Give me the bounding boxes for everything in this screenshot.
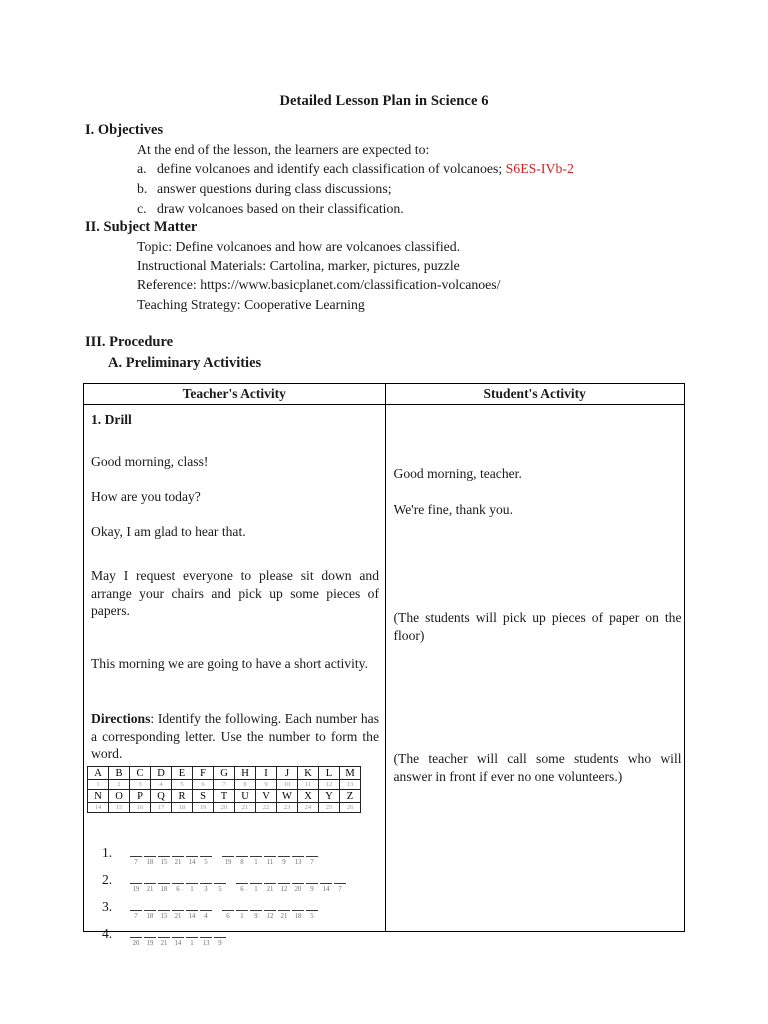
puzzle-blank[interactable] [306, 874, 318, 894]
puzzle-blank-line [158, 901, 170, 911]
puzzle-blank-number: 3 [204, 886, 208, 893]
puzzle-blank-group [130, 847, 320, 867]
puzzle-blank-line [130, 874, 142, 884]
cipher-cell: G [214, 767, 235, 780]
puzzle-blank-number: 7 [310, 859, 314, 866]
puzzle-blank[interactable] [130, 928, 142, 948]
puzzle-item-number: 3. [102, 899, 113, 914]
puzzle-blank-number: 5 [218, 886, 222, 893]
cipher-cell: O [109, 790, 130, 803]
puzzle-blank-number: 9 [310, 886, 314, 893]
puzzle-blank-line [292, 874, 304, 884]
puzzle-blank-line [334, 874, 346, 884]
puzzle-blank[interactable] [278, 874, 290, 894]
column-header-student: Student's Activity [483, 386, 586, 401]
puzzle-blank-number: 19 [146, 940, 154, 947]
cipher-cell: 25 [319, 803, 340, 813]
puzzle-blank-number: 21 [160, 940, 168, 947]
puzzle-blank[interactable] [306, 901, 318, 921]
puzzle-blank[interactable] [222, 847, 234, 867]
puzzle-blank-line [144, 928, 156, 938]
student-line-greeting: Good morning, teacher. [393, 466, 522, 481]
puzzle-blank[interactable] [236, 874, 248, 894]
puzzle-blank-line [200, 928, 212, 938]
cipher-cell: P [130, 790, 151, 803]
subject-materials: Instructional Materials: Cartolina, marker, pictures, puzzle [137, 258, 460, 273]
cipher-row-letters-2 [88, 790, 361, 803]
puzzle-blank-number: 11 [266, 859, 274, 866]
section-heading-procedure: III. Procedure [85, 334, 174, 350]
puzzle-blank[interactable] [292, 847, 304, 867]
puzzle-blank[interactable] [236, 847, 248, 867]
drill-label: 1. Drill [91, 412, 132, 427]
puzzle-blank[interactable] [144, 847, 156, 867]
student-line-fine: We're fine, thank you. [393, 502, 514, 517]
cipher-cell: R [172, 790, 193, 803]
teacher-line-howareyou: How are you today? [91, 489, 201, 504]
puzzle-blank-number: 14 [188, 913, 196, 920]
puzzle-blank-line [250, 901, 262, 911]
puzzle-blank-line [306, 874, 318, 884]
cipher-cell: S [193, 790, 214, 803]
puzzle-blank-line [200, 874, 212, 884]
puzzle-blank-number: 14 [174, 940, 182, 947]
cipher-cell: E [172, 767, 193, 780]
puzzle-blank[interactable] [186, 847, 198, 867]
puzzle-blank[interactable] [214, 874, 226, 894]
puzzle-blank[interactable] [200, 874, 212, 894]
cipher-cell: 23 [277, 803, 298, 813]
puzzle-blank-line [200, 901, 212, 911]
puzzle-blank-number: 18 [146, 913, 154, 920]
subject-strategy: Teaching Strategy: Cooperative Learning [137, 297, 365, 312]
cipher-table [87, 766, 361, 813]
puzzle-blank-line [236, 874, 248, 884]
puzzle-blank[interactable] [292, 874, 304, 894]
puzzle-blank-line [236, 847, 248, 857]
cipher-cell: 19 [193, 803, 214, 813]
puzzle-blank[interactable] [200, 847, 212, 867]
puzzle-blank-number: 12 [266, 913, 274, 920]
teacher-line-greeting: Good morning, class! [91, 454, 209, 469]
puzzle-blank[interactable] [186, 928, 198, 948]
puzzle-blank[interactable] [172, 901, 184, 921]
cipher-cell: 18 [172, 803, 193, 813]
puzzle-blank-number: 1 [240, 913, 244, 920]
puzzle-blank-line [144, 847, 156, 857]
cipher-cell: 10 [277, 780, 298, 790]
teacher-directions [91, 710, 379, 763]
puzzle-blank-line [236, 901, 248, 911]
puzzle-blank-number: 7 [134, 913, 138, 920]
puzzle-blank[interactable] [130, 847, 142, 867]
teacher-line-glad: Okay, I am glad to hear that. [91, 524, 246, 539]
cipher-cell: W [277, 790, 298, 803]
puzzle-blank-line [130, 901, 142, 911]
puzzle-blank-line [278, 874, 290, 884]
puzzle-blank-line [186, 901, 198, 911]
puzzle-blank-line [172, 901, 184, 911]
activity-table [83, 383, 685, 947]
puzzle-blank-number: 20 [294, 886, 302, 893]
puzzle-blank-number: 21 [146, 886, 154, 893]
puzzle-blank[interactable] [158, 901, 170, 921]
puzzle-blank[interactable] [236, 901, 248, 921]
puzzle-blank-number: 8 [240, 859, 244, 866]
puzzle-blank[interactable] [130, 874, 142, 894]
puzzle-blank-line [264, 874, 276, 884]
puzzle-blank-line [306, 901, 318, 911]
puzzle-blank[interactable] [334, 874, 346, 894]
subject-reference: Reference: https://www.basicplanet.com/classification-volcanoes/ [137, 277, 501, 292]
cipher-cell: 17 [151, 803, 172, 813]
puzzle-blank[interactable] [320, 874, 332, 894]
cipher-row-letters-1 [88, 767, 361, 780]
puzzle-blank-number: 9 [254, 913, 258, 920]
puzzle-blank-number: 14 [322, 886, 330, 893]
teacher-line-activity: This morning we are going to have a short activity. [91, 656, 368, 671]
puzzle-blank-number: 13 [202, 940, 210, 947]
puzzle-item-number: 4. [102, 926, 113, 941]
cipher-cell: F [193, 767, 214, 780]
cipher-cell: 15 [109, 803, 130, 813]
cipher-cell: 12 [319, 780, 340, 790]
puzzle-blank[interactable] [200, 928, 212, 948]
section-heading-subject-matter: II. Subject Matter [85, 219, 198, 235]
objective-marker-c: c. [137, 201, 147, 216]
cipher-cell: 7 [214, 780, 235, 790]
cipher-cell: C [130, 767, 151, 780]
puzzle-blank-number: 18 [146, 859, 154, 866]
cipher-cell: Y [319, 790, 340, 803]
cipher-row-numbers-2 [88, 803, 361, 813]
column-header-teacher: Teacher's Activity [84, 384, 386, 404]
puzzle-blank-line [130, 847, 142, 857]
cipher-cell: K [298, 767, 319, 780]
cipher-cell: 3 [130, 780, 151, 790]
teacher-activity-cell [84, 405, 386, 947]
puzzle-blank[interactable] [172, 928, 184, 948]
puzzle-blank[interactable] [186, 901, 198, 921]
cipher-cell: 24 [298, 803, 319, 813]
table-header-row [84, 384, 684, 405]
cipher-cell: X [298, 790, 319, 803]
puzzle-blank[interactable] [250, 874, 262, 894]
cipher-cell: Z [340, 790, 361, 803]
puzzle-blank[interactable] [144, 874, 156, 894]
cipher-cell: 26 [340, 803, 361, 813]
puzzle-item [102, 872, 384, 899]
cipher-cell: U [235, 790, 256, 803]
cipher-cell: A [88, 767, 109, 780]
section-heading-objectives: I. Objectives [85, 122, 164, 138]
cipher-cell: 1 [88, 780, 109, 790]
puzzle-blank-number: 19 [132, 886, 140, 893]
cipher-cell: L [319, 767, 340, 780]
puzzle-blank[interactable] [278, 847, 290, 867]
puzzle-blank[interactable] [186, 874, 198, 894]
puzzle-blank-group [130, 901, 320, 921]
cipher-cell: 13 [340, 780, 361, 790]
puzzle-blank[interactable] [144, 901, 156, 921]
puzzle-blank-number: 1 [254, 886, 258, 893]
cipher-cell: D [151, 767, 172, 780]
cipher-cell: M [340, 767, 361, 780]
cipher-cell: 9 [256, 780, 277, 790]
puzzle-blank-number: 7 [338, 886, 342, 893]
cipher-cell: N [88, 790, 109, 803]
puzzle-blank-number: 15 [160, 913, 168, 920]
puzzle-blank-line [320, 874, 332, 884]
cipher-cell: 2 [109, 780, 130, 790]
objective-text-a: define volcanoes and identify each classification of volcanoes; [157, 161, 503, 176]
puzzle-blank[interactable] [144, 928, 156, 948]
puzzle-blank-number: 13 [294, 859, 302, 866]
puzzle-blank-number: 9 [218, 940, 222, 947]
objective-marker-a: a. [137, 161, 147, 176]
puzzle-blank-line [172, 847, 184, 857]
puzzle-blank[interactable] [172, 874, 184, 894]
puzzle-blank[interactable] [158, 874, 170, 894]
puzzle-blank[interactable] [200, 901, 212, 921]
cipher-cell: I [256, 767, 277, 780]
puzzle-blank-line [158, 874, 170, 884]
cipher-cell: 22 [256, 803, 277, 813]
puzzle-blank-group [130, 874, 348, 894]
puzzle-blank-line [158, 928, 170, 938]
puzzle-blank-line [158, 847, 170, 857]
puzzle-blank-number: 1 [254, 859, 258, 866]
puzzle-blank-line [278, 901, 290, 911]
student-activity-cell [386, 405, 685, 932]
cipher-row-numbers-1 [88, 780, 361, 790]
puzzle-blank-number: 5 [204, 859, 208, 866]
puzzle-blank-line [292, 901, 304, 911]
puzzle-blank-number: 14 [188, 859, 196, 866]
cipher-cell: 5 [172, 780, 193, 790]
student-action-pickup: (The students will pick up pieces of paper on the floor) [393, 610, 682, 643]
student-action-volunteers: (The teacher will call some students who will answer in front if ever no one volunteers.) [393, 751, 682, 784]
puzzle-blank-line [292, 847, 304, 857]
cipher-cell: 14 [88, 803, 109, 813]
puzzle-blank-line [186, 847, 198, 857]
puzzle-blank[interactable] [130, 901, 142, 921]
puzzle-item [102, 845, 384, 872]
cipher-cell: T [214, 790, 235, 803]
puzzle-blank-line [172, 928, 184, 938]
puzzle-blank-line [214, 874, 226, 884]
puzzle-blank-line [200, 847, 212, 857]
puzzle-blank[interactable] [264, 847, 276, 867]
cipher-cell: 11 [298, 780, 319, 790]
puzzle-blank-number: 19 [224, 859, 232, 866]
puzzle-blank-number: 18 [160, 886, 168, 893]
table-body-row [84, 405, 684, 947]
cipher-cell: 16 [130, 803, 151, 813]
competency-code: S6ES-IVb-2 [505, 161, 574, 176]
cipher-cell: 6 [193, 780, 214, 790]
cipher-cell: 8 [235, 780, 256, 790]
cipher-cell: Q [151, 790, 172, 803]
cipher-cell: 21 [235, 803, 256, 813]
puzzle-blank-number: 5 [310, 913, 314, 920]
puzzle-blank-line [264, 901, 276, 911]
puzzle-blank-number: 6 [240, 886, 244, 893]
puzzle-blank[interactable] [278, 901, 290, 921]
puzzle-blank-line [186, 928, 198, 938]
puzzle-blank[interactable] [222, 901, 234, 921]
puzzle-blank-number: 6 [226, 913, 230, 920]
teacher-line-request: May I request everyone to please sit down and arrange your chairs and pick up some pieces of papers. [91, 568, 379, 618]
cipher-cell: V [256, 790, 277, 803]
cipher-cell: 20 [214, 803, 235, 813]
puzzle-blank-number: 18 [294, 913, 302, 920]
puzzle-blank-group [130, 928, 228, 948]
puzzle-blank-line [144, 901, 156, 911]
puzzle-blank[interactable] [264, 874, 276, 894]
puzzle-blank-number: 9 [282, 859, 286, 866]
puzzle-blank[interactable] [158, 928, 170, 948]
cipher-cell: H [235, 767, 256, 780]
puzzle-item-number: 1. [102, 845, 113, 860]
puzzle-blank[interactable] [250, 847, 262, 867]
objective-text-c: draw volcanoes based on their classification. [157, 201, 404, 216]
puzzle-blank-number: 4 [204, 913, 208, 920]
puzzle-blank-line [222, 847, 234, 857]
cipher-cell: B [109, 767, 130, 780]
puzzle-blank[interactable] [306, 847, 318, 867]
puzzle-blank-line [250, 874, 262, 884]
puzzle-blank-number: 1 [190, 940, 194, 947]
puzzle-blank-number: 21 [174, 859, 182, 866]
objectives-intro: At the end of the lesson, the learners are expected to: [137, 142, 430, 157]
objective-item-a [137, 161, 574, 177]
puzzle-blank[interactable] [172, 847, 184, 867]
puzzle-blank-line [214, 928, 226, 938]
puzzle-blank[interactable] [158, 847, 170, 867]
puzzle-blank-line [222, 901, 234, 911]
page-title: Detailed Lesson Plan in Science 6 [279, 93, 489, 109]
subsection-preliminary-activities: A. Preliminary Activities [108, 355, 262, 371]
puzzle-blank-number: 15 [160, 859, 168, 866]
objective-item-c [137, 201, 404, 217]
puzzle-blank-number: 7 [134, 859, 138, 866]
puzzle-blank-line [306, 847, 318, 857]
puzzle-blank-line [144, 874, 156, 884]
objective-marker-b: b. [137, 181, 148, 196]
puzzle-blank[interactable] [250, 901, 262, 921]
cipher-cell: J [277, 767, 298, 780]
subject-topic: Topic: Define volcanoes and how are volcanoes classified. [137, 239, 461, 254]
puzzle-blank-line [186, 874, 198, 884]
puzzle-blank[interactable] [264, 901, 276, 921]
puzzle-blank-line [130, 928, 142, 938]
puzzle-blank-line [172, 874, 184, 884]
puzzle-blank-line [250, 847, 262, 857]
puzzle-blank-number: 21 [280, 913, 288, 920]
puzzle-item [102, 899, 384, 926]
puzzle-list [102, 845, 384, 953]
puzzle-blank-line [278, 847, 290, 857]
objective-item-b [137, 181, 392, 197]
puzzle-blank-number: 6 [176, 886, 180, 893]
cipher-cell: 4 [151, 780, 172, 790]
puzzle-blank[interactable] [292, 901, 304, 921]
puzzle-blank[interactable] [214, 928, 226, 948]
objective-text-b: answer questions during class discussions; [157, 181, 392, 196]
directions-text: : Identify the following. Each number has a corresponding letter. Use the number to form the word. [91, 711, 379, 761]
puzzle-blank-number: 21 [266, 886, 274, 893]
puzzle-item-number: 2. [102, 872, 113, 887]
directions-label: Directions [91, 711, 151, 726]
puzzle-blank-number: 12 [280, 886, 288, 893]
puzzle-blank-number: 1 [190, 886, 194, 893]
puzzle-item [102, 926, 384, 953]
puzzle-blank-number: 21 [174, 913, 182, 920]
puzzle-blank-number: 20 [132, 940, 140, 947]
puzzle-blank-line [264, 847, 276, 857]
